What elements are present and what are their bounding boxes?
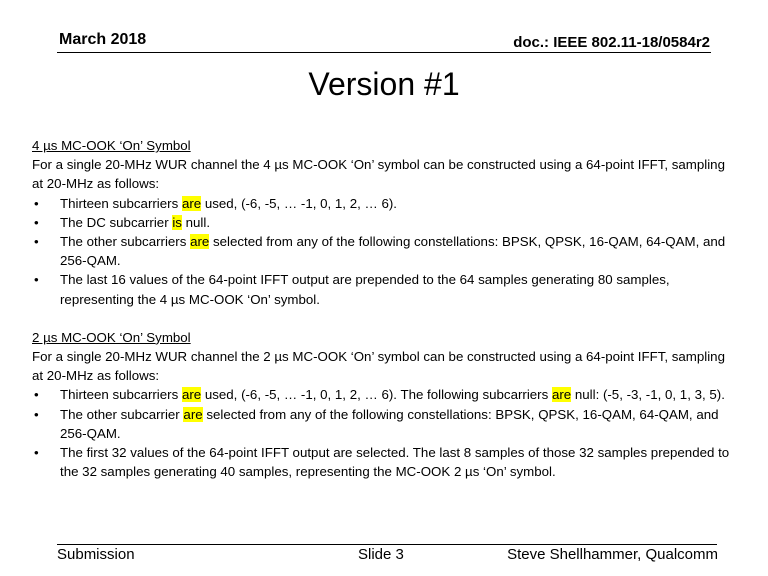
highlight: are (190, 234, 210, 250)
section-intro-2us: For a single 20-MHz WUR channel the 2 µs MC-OOK ‘On’ symbol can be constructed using a 64-point IFFT, sampling at 20-MHz as follows: (32, 349, 725, 384)
bullet-list-4us (32, 194, 732, 309)
list-item: • The other subcarriers are selected from any of the following constellations: BPSK, QPSK, 16-QAM, 64-QAM, and 256-QAM. (34, 234, 726, 269)
footer-submission: Submission (57, 546, 135, 563)
bullet-list-2us (32, 385, 732, 481)
footer-divider (57, 544, 717, 545)
slide-title: Version #1 (308, 66, 460, 102)
section-intro-4us: For a single 20-MHz WUR channel the 4 µs MC-OOK ‘On’ symbol can be constructed using a 64-point IFFT, sampling at 20-MHz as follows: (32, 157, 725, 192)
footer-author: Steve Shellhammer, Qualcomm (507, 546, 718, 563)
list-item: • Thirteen subcarriers are used, (-6, -5, … -1, 0, 1, 2, … 6). (34, 195, 397, 211)
footer-slide-number: Slide 3 (358, 546, 404, 563)
list-item: • The DC subcarrier is null. (34, 214, 211, 230)
list-item: • Thirteen subcarriers are used, (-6, -5, … -1, 0, 1, 2, … 6). The following subcarriers are null: (-5, -3, -1, 0, 1, 3, 5). (34, 387, 725, 403)
highlight: are (181, 387, 202, 403)
list-item: • The other subcarrier are selected from any of the following constellations: BPSK, QPSK, 16-QAM, 64-QAM, and 256-QAM. (34, 406, 719, 441)
header-divider (57, 52, 711, 53)
header-date: March 2018 (59, 31, 147, 48)
list-item: • The first 32 values of the 64-point IFFT output are selected. The last 8 samples of those 32 samples prepended to the 32 samples generating 40 samples, representing the MC-OOK 2 µs ‘On’ symbol. (34, 445, 730, 480)
section-heading-4us: 4 µs MC-OOK ‘On’ Symbol (32, 138, 191, 153)
list-item: • The last 16 values of the 64-point IFFT output are prepended to the 64 samples generating 80 samples, representing the 4 µs MC-OOK ‘On’ symbol. (34, 272, 670, 307)
header-doc-id: doc.: IEEE 802.11-18/0584r2 (513, 34, 710, 51)
highlight: are (183, 406, 203, 422)
highlight: is (172, 214, 182, 230)
section-heading-2us: 2 µs MC-OOK ‘On’ Symbol (32, 329, 191, 345)
highlight: are (551, 387, 572, 403)
slide-body (32, 136, 732, 481)
highlight: are (181, 195, 202, 211)
